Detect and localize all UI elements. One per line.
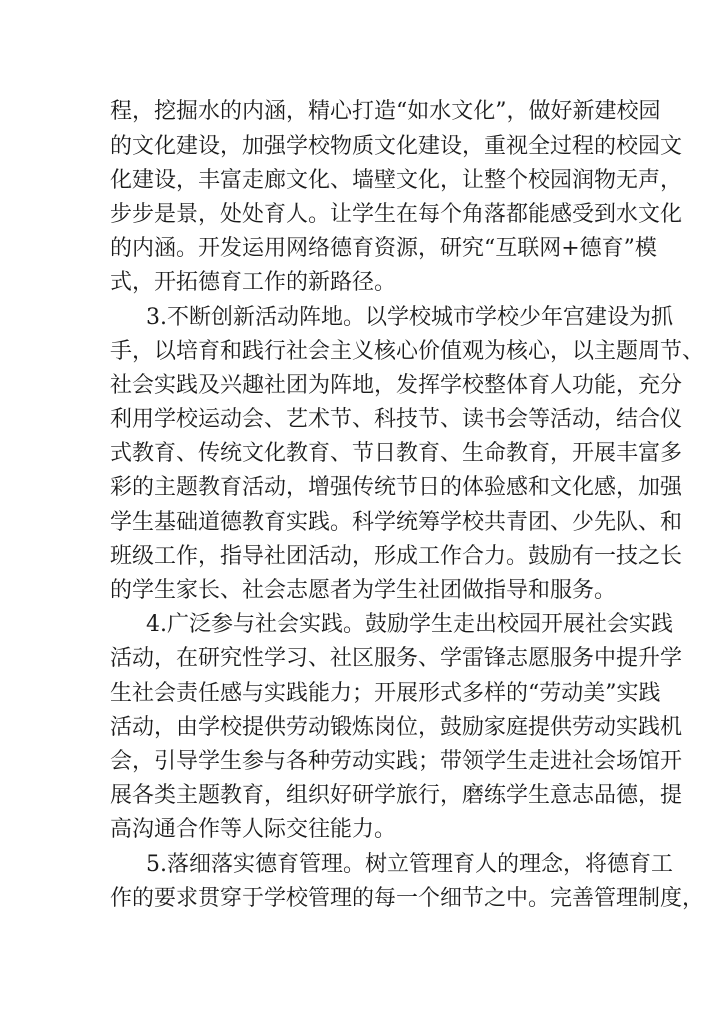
text-line: 彩的主题教育活动，增强传统节日的体验感和文化感，加强 — [110, 475, 683, 500]
text-line: 展各类主题教育，组织好研学旅行，磨练学生意志品德，提 — [110, 783, 683, 808]
text-line: 班级工作，指导社团活动，形成工作合力。鼓励有一技之长 — [110, 544, 683, 569]
text-line: 的内涵。开发运用网络德育资源，研究“互联网+德育”模 — [110, 236, 657, 261]
text-line: 利用学校运动会、艺术节、科技节、读书会等活动，结合仪 — [110, 407, 683, 432]
text-line: 的文化建设，加强学校物质文化建设，重视全过程的校园文 — [110, 134, 683, 159]
text-line: 活动，由学校提供劳动锻炼岗位，鼓励家庭提供劳动实践机 — [110, 715, 683, 740]
text-line: 高沟通合作等人际交往能力。 — [110, 817, 397, 842]
text-line: 式教育、传统文化教育、节日教育、生命教育，开展丰富多 — [110, 441, 683, 466]
text-line: 生社会责任感与实践能力；开展形式多样的“劳动美”实践 — [110, 681, 661, 706]
paragraph-heading-5: 5.落细落实德育管理。树立管理育人的理念，将德育工 — [146, 852, 673, 877]
paragraph-heading-3: 3.不断创新活动阵地。以学校城市学校少年宫建设为抓 — [146, 305, 673, 330]
text-line: 的学生家长、社会志愿者为学生社团做指导和服务。 — [110, 578, 617, 603]
text-line: 程，挖掘水的内涵，精心打造“如水文化”，做好新建校园 — [110, 99, 661, 124]
text-line: 学生基础道德教育实践。科学统筹学校共青团、少先队、和 — [110, 510, 683, 535]
text-line: 社会实践及兴趣社团为阵地，发挥学校整体育人功能，充分 — [110, 373, 683, 398]
text-line: 会，引导学生参与各种劳动实践；带领学生走进社会场馆开 — [110, 749, 683, 774]
text-line: 式，开拓德育工作的新路径。 — [110, 270, 397, 295]
text-line: 活动，在研究性学习、社区服务、学雷锋志愿服务中提升学 — [110, 646, 683, 671]
text-line: 步步是景，处处育人。让学生在每个角落都能感受到水文化 — [110, 202, 683, 227]
paragraph-heading-4: 4.广泛参与社会实践。鼓励学生走出校园开展社会实践 — [146, 612, 673, 637]
text-line: 作的要求贯穿于学校管理的每一个细节之中。完善管理制度， — [110, 886, 705, 911]
text-line: 化建设，丰富走廊文化、墙壁文化，让整个校园润物无声， — [110, 168, 683, 193]
text-line: 手，以培育和践行社会主义核心价值观为核心，以主题周节、 — [110, 339, 705, 364]
